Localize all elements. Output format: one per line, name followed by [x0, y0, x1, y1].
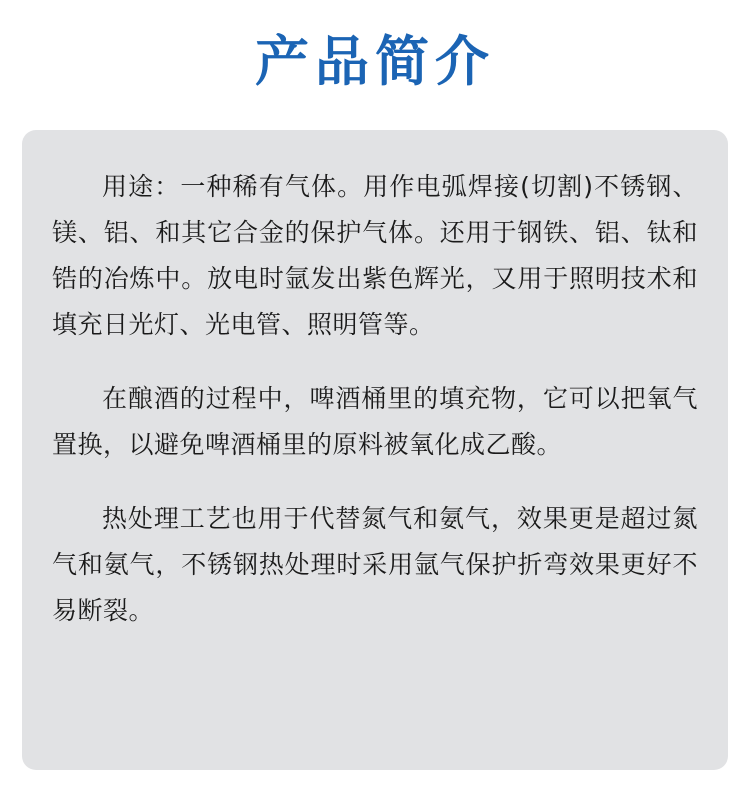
description-paragraph: 热处理工艺也用于代替氮气和氨气，效果更是超过氮气和氨气，不锈钢热处理时采用氩气保护折弯效果更好不易断裂。 — [52, 503, 698, 625]
description-panel — [22, 130, 728, 770]
page-title: 产品简介 — [255, 30, 495, 93]
description-paragraph: 在酿酒的过程中，啤酒桶里的填充物，它可以把氧气置换，以避免啤酒桶里的原料被氧化成乙酸。 — [52, 383, 698, 459]
description-paragraph: 用途：一种稀有气体。用作电弧焊接(切割)不锈钢、镁、铝、和其它合金的保护气体。还用于钢铁、铝、钛和锆的冶炼中。放电时氩发出紫色辉光，又用于照明技术和填充日光灯、光电管、照明管等。 — [52, 171, 698, 339]
